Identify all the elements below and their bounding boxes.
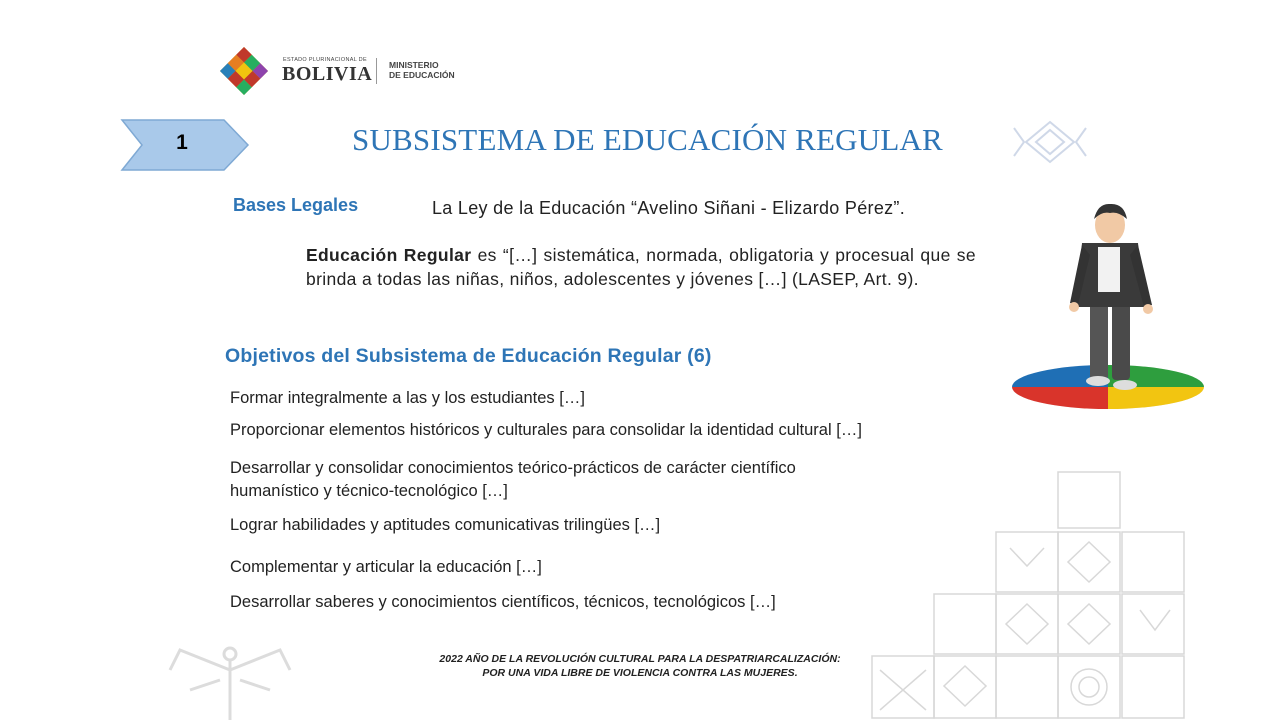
objective-item: Complementar y articular la educación […]: [230, 558, 542, 576]
page-title: SUBSISTEMA DE EDUCACIÓN REGULAR: [352, 122, 943, 157]
bolivia-emblem-icon: [215, 42, 273, 100]
condor-decoration-icon: [160, 640, 300, 720]
logo-ministry: [389, 60, 455, 80]
logo-state-label: ESTADO PLURINACIONAL DE: [283, 57, 367, 63]
section-number: 1: [176, 131, 188, 154]
student-illustration: [1010, 195, 1210, 415]
footer-slogan: [380, 652, 900, 680]
objective-item: Formar integralmente a las y los estudiantes […]: [230, 389, 585, 407]
objective-item: Proporcionar elementos históricos y culturales para consolidar la identidad cultural […]: [230, 421, 862, 439]
logo-ministry-line2: DE EDUCACIÓN: [389, 70, 455, 80]
definition-term: Educación Regular: [306, 245, 472, 265]
textile-pattern-decoration: [870, 470, 1280, 720]
logo-bolivia-label: BOLIVIA: [282, 63, 373, 85]
objective-item: Desarrollar y consolidar conocimientos teórico-prácticos de carácter científico: [230, 459, 796, 477]
law-name: La Ley de la Educación “Avelino Siñani - Elizardo Pérez”.: [432, 198, 906, 218]
objectives-heading: Objetivos del Subsistema de Educación Regular (6): [225, 345, 712, 367]
objective-item: Lograr habilidades y aptitudes comunicativas trilingües […]: [230, 516, 661, 534]
logo-ministry-line1: MINISTERIO: [389, 60, 439, 70]
definition-text: es “[…] sistemática, normada, obligatoria y procesual que se brinda a todas las niñas, niños, adolescentes y jóvenes […] (LASEP, Art. 9).: [306, 245, 976, 289]
logo-divider: [376, 58, 377, 84]
regular-education-definition: [306, 243, 976, 291]
footer-line2: POR UNA VIDA LIBRE DE VIOLENCIA CONTRA LAS MUJERES.: [482, 667, 798, 679]
andean-pattern-icon: [1010, 118, 1090, 166]
bases-heading: Bases Legales: [233, 195, 359, 215]
objective-item-continued: humanístico y técnico-tecnológico […]: [230, 482, 508, 500]
objective-item: Desarrollar saberes y conocimientos científicos, técnicos, tecnológicos […]: [230, 593, 776, 611]
footer-line1: 2022 AÑO DE LA REVOLUCIÓN CULTURAL PARA LA DESPATRIARCALIZACIÓN:: [439, 653, 841, 665]
